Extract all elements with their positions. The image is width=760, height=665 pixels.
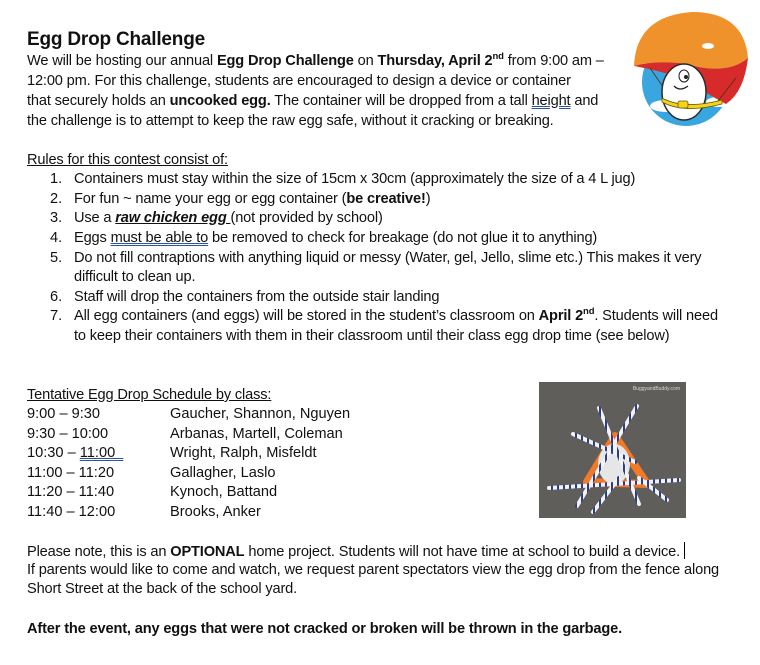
grammar-flag-must-be-able-to[interactable]: must be able to (110, 230, 209, 246)
intro-text: on (353, 53, 378, 69)
raw-chicken-egg-emphasis: raw chicken egg (115, 210, 231, 226)
intro-line-4: the challenge is to attempt to keep the raw egg safe, without it cracking or breaking. (27, 113, 554, 129)
text-cursor (684, 542, 685, 559)
grammar-flag-height[interactable]: height (531, 93, 571, 109)
intro-text: from 9:00 am – (503, 53, 604, 69)
uncooked-egg-emphasis: uncooked egg. (169, 93, 271, 109)
grammar-flag-time[interactable]: 11:00 (79, 445, 124, 461)
final-note: After the event, any eggs that were not cracked or broken will be thrown in the garbage. (27, 621, 622, 637)
straw-contraption-photo (539, 382, 686, 518)
event-date: Thursday, April 2nd (377, 51, 504, 69)
page-title: Egg Drop Challenge (27, 29, 205, 50)
egg-parachute-image (626, 6, 750, 130)
note-line-1: Please note, this is an OPTIONAL home project. Students will not have time at school to build a device. (27, 542, 685, 560)
photo-watermark: BuggyandBuddy.com (632, 386, 680, 392)
intro-text: We will be hosting our annual (27, 53, 217, 69)
note-line-2: If parents would like to come and watch, we request parent spectators view the egg drop from the fence along (27, 562, 719, 578)
intro-line-1 (27, 53, 604, 69)
straw-structure-graphic (539, 382, 686, 518)
intro-line-3: that securely holds an uncooked egg. The container will be dropped from a tall height and (27, 93, 599, 109)
intro-line-2: 12:00 pm. For this challenge, students are encouraged to design a device or container (27, 73, 571, 89)
rules-heading: Rules for this contest consist of: (27, 152, 228, 168)
optional-emphasis: OPTIONAL (170, 544, 245, 560)
event-name: Egg Drop Challenge (216, 53, 354, 69)
note-line-3: Short Street at the back of the school yard. (27, 581, 298, 597)
schedule-heading: Tentative Egg Drop Schedule by class: (27, 387, 272, 403)
document-page: Egg Drop Challenge We will be hosting our annual Egg Drop Challenge on Thursday, April 2nd from 9:00 am – 12:00 pm. For this challenge, students are encouraged to design a device or container that securely holds an uncooked egg. The container will be dropped from a tall height and the challenge is to attempt to keep the raw egg safe, without it cracking or breaking. Rules for this contest consist of: 1. Containers must stay within the size of 15cm x 30cm (approximately the size of a 4 L jug) 2. For fun ~ name your egg or egg container (be creative!) 3. Use a raw chicken egg (not provided by school) 4. Eggs must be able to be removed to check for breakage (do not glue it to anything) 5. Do not fill contraptions with anything liquid or messy (Water, gel, Jello, slime etc.) This makes it very difficult to clean up. 6. Staff will drop the containers from the outside stair landing 7. All egg containers (and eggs) will be stored in the student’s classroom on April 2nd. Students will need to keep their containers with them in their classroom until their class egg drop time (see below) Tentative Egg Drop Schedule by class: 9:00 – 9:30 Gaucher, Shannon, Nguyen 9:30 – 10:00 Arbanas, Martell, Coleman 10:30 – 11:00 Wright, Ralph, Misfeldt 11:00 – 11:20 Gallagher, Laslo 11:20 – 11:40 Kynoch, Battand 11:40 – 12:00 Brooks, Anker Please note, this is an OPTIONAL home project. Students will not have time at school to build a device. If parents would like to come and watch, we request parent spectators view the egg drop from the fence along Short Street at the back of the school yard. After the event, any eggs that were not cracked or broken will be thrown in the garbage. BuggyandBuddy.com (0, 0, 760, 665)
